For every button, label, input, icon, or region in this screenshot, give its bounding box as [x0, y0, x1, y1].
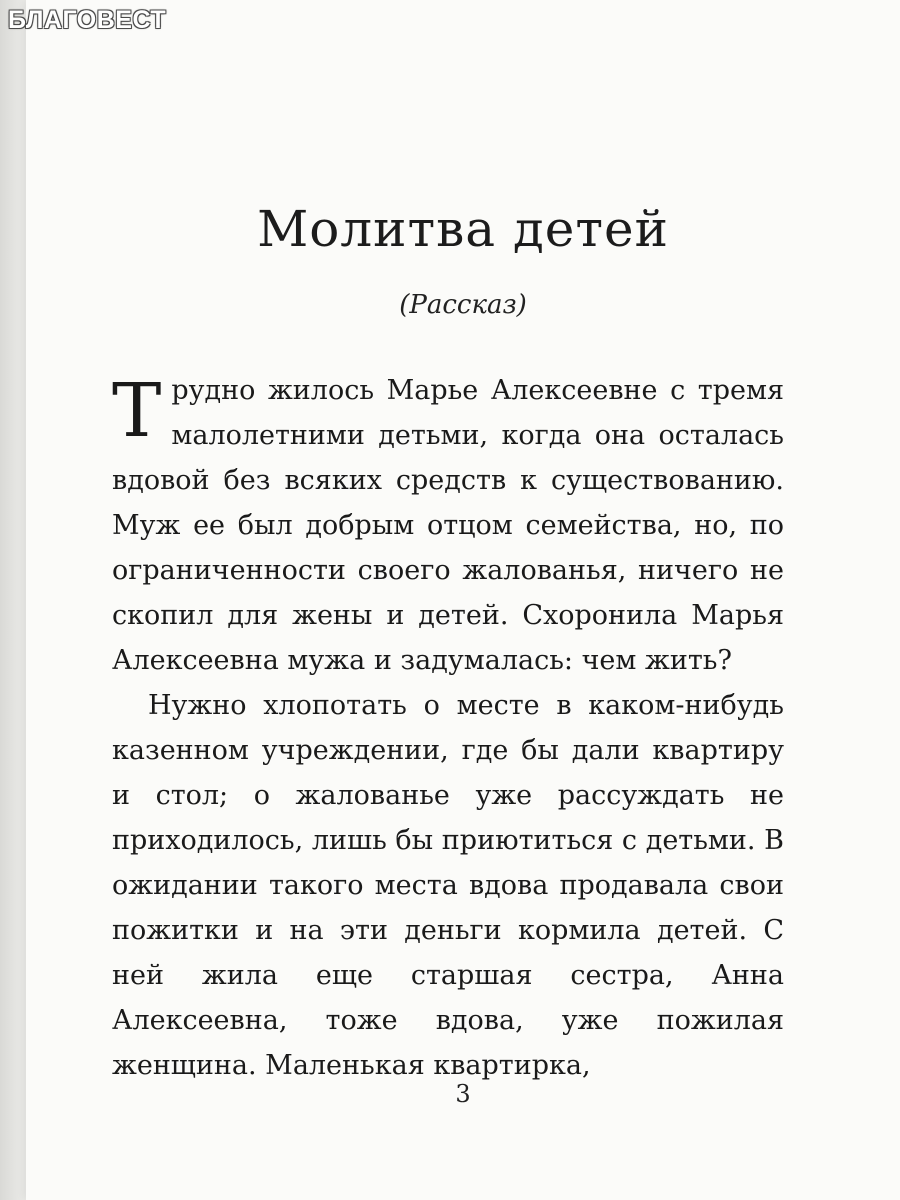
page-number: 3 — [455, 1080, 471, 1108]
paragraph-2 — [112, 683, 784, 1088]
paragraph-1 — [112, 368, 784, 683]
page-subtitle: (Рассказ) — [399, 290, 527, 320]
paragraph-2-text: Нужно хлопотать о месте в каком-нибудь казенном учреждении, где бы дали квартиру и стол; о жалованье уже рассуждать не приходилось, лишь бы приютиться с детьми. В ожидании такого места вдова продавала свои пожитки и на эти деньги кормила детей. С ней жила еще старшая сестра, Анна Алексеевна, тоже вдова, уже пожилая женщина. Маленькая квартирка, — [112, 690, 784, 1081]
paragraph-1-text: рудно жилось Марье Алексеевне с тремя малолетними детьми, когда она осталась вдовой без всяких средств к существованию. Муж ее был добрым отцом семейства, но, по ограниченности своего жалованья, ничего не скопил для жены и детей. Схоронила Марья Алексеевна мужа и задумалась: чем жить? — [112, 375, 784, 676]
watermark-logo: БЛАГОВЕСТ — [8, 6, 167, 34]
body-text — [112, 368, 784, 1088]
page-title: Молитва детей — [257, 200, 669, 258]
drop-cap: Т — [112, 368, 162, 454]
page-edge — [0, 0, 26, 1200]
